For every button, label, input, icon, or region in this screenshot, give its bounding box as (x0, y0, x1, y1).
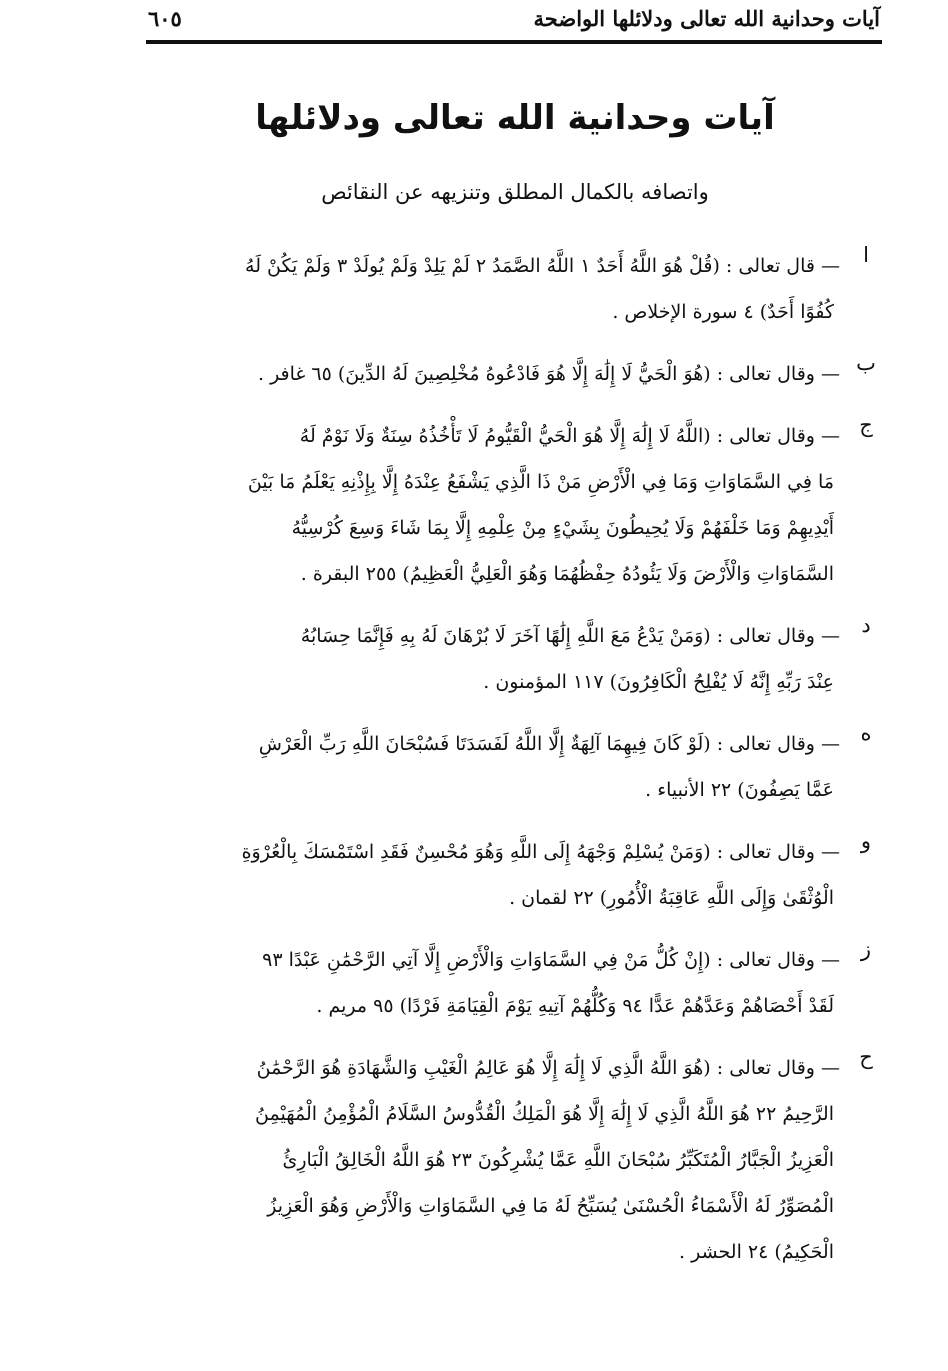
verse-item-text (136, 351, 880, 397)
verse-item-letter: د (861, 613, 871, 637)
running-title: آيات وحدانية الله تعالى ودلائلها الواضحة (533, 5, 880, 31)
verse-item (136, 1045, 880, 1275)
verse-line: عِنْدَ رَبِّهِ إِنَّهُ لَا يُفْلِحُ الْكَافِرُونَ) ١١٧ المؤمنون . (483, 671, 834, 693)
verse-item (136, 413, 880, 597)
verse-item-text (136, 829, 880, 921)
verse-item-text (136, 243, 880, 335)
running-header (148, 2, 880, 34)
verse-line: الرَّحِيمُ ٢٢ هُوَ اللَّهُ الَّذِي لَا إِلَٰهَ إِلَّا هُوَ الْمَلِكُ الْقُدُّوسُ السَّلَامُ الْمُؤْمِنُ الْمُهَيْمِنُ (255, 1103, 834, 1125)
verse-line: الْحَكِيمُ) ٢٤ الحشر . (679, 1241, 834, 1263)
page-subtitle: واتصافه بالكمال المطلق وتنزيهه عن النقائص (321, 180, 709, 204)
verse-line: عَمَّا يَصِفُونَ) ٢٢ الأنبياء . (645, 779, 834, 801)
verse-line: — وقال تعالى : (لَوْ كَانَ فِيهِمَا آلِهَةٌ إِلَّا اللَّهُ لَفَسَدَتَا فَسُبْحَانَ اللَّهِ رَبِّ الْعَرْشِ (258, 733, 840, 755)
verse-line: لَقَدْ أَحْصَاهُمْ وَعَدَّهُمْ عَدًّا ٩٤ وَكُلُّهُمْ آتِيهِ يَوْمَ الْقِيَامَةِ فَرْدًا) ٩٥ مريم . (316, 995, 834, 1017)
verse-line: السَّمَاوَاتِ وَالْأَرْضَ وَلَا يَئُودُهُ حِفْظُهُمَا وَهُوَ الْعَلِيُّ الْعَظِيمُ) ٢٥٥ البقرة . (300, 563, 834, 585)
verse-item-letter: ب (856, 351, 876, 375)
verse-item (136, 243, 880, 335)
verse-item (136, 829, 880, 921)
verse-line: الْوُثْقَىٰ وَإِلَى اللَّهِ عَاقِبَةُ الْأُمُورِ) ٢٢ لقمان . (509, 887, 834, 909)
verse-line: أَيْدِيهِمْ وَمَا خَلْفَهُمْ وَلَا يُحِيطُونَ بِشَيْءٍ مِنْ عِلْمِهِ إِلَّا بِمَا شَاءَ وَسِعَ كُرْسِيُّهُ (291, 517, 834, 539)
verse-item-letter: ه (860, 721, 872, 745)
page-title: آيات وحدانية الله تعالى ودلائلها (255, 98, 775, 138)
verse-item-letter: ج (859, 413, 873, 437)
verse-item (136, 351, 880, 397)
page-number: ٦٠٥ (148, 5, 182, 31)
verse-line: — وقال تعالى : (وَمَنْ يُسْلِمْ وَجْهَهُ إِلَى اللَّهِ وَهُوَ مُحْسِنٌ فَقَدِ اسْتَمْسَكَ بِالْعُرْوَةِ (241, 841, 840, 863)
verse-line: كُفُوًا أَحَدٌ) ٤ سورة الإخلاص . (612, 301, 834, 323)
header-rule (146, 40, 882, 44)
verse-item-letter: ح (859, 1045, 873, 1069)
verse-item (136, 721, 880, 813)
verse-item-letter: و (860, 829, 872, 853)
verse-item-text (136, 613, 880, 705)
verse-item-text (136, 413, 880, 597)
verse-line: — قال تعالى : (قُلْ هُوَ اللَّهُ أَحَدٌ ١ اللَّهُ الصَّمَدُ ٢ لَمْ يَلِدْ وَلَمْ يُولَدْ ٣ وَلَمْ يَكُنْ لَهُ (245, 255, 840, 277)
verse-line: — وقال تعالى : (هُوَ الْحَيُّ لَا إِلَٰهَ إِلَّا هُوَ فَادْعُوهُ مُخْلِصِينَ لَهُ الدِّينَ) ٦٥ غافر . (257, 363, 840, 385)
verse-line: الْعَزِيزُ الْجَبَّارُ الْمُتَكَبِّرُ سُبْحَانَ اللَّهِ عَمَّا يُشْرِكُونَ ٢٣ هُوَ اللَّهُ الْخَالِقُ الْبَارِئُ (282, 1149, 834, 1171)
verse-item-letter: ا (863, 243, 869, 267)
verse-line: مَا فِي السَّمَاوَاتِ وَمَا فِي الْأَرْضِ مَنْ ذَا الَّذِي يَشْفَعُ عِنْدَهُ إِلَّا بِإِذْنِهِ يَعْلَمُ مَا بَيْنَ (247, 471, 834, 493)
verse-line: — وقال تعالى : (اللَّهُ لَا إِلَٰهَ إِلَّا هُوَ الْحَيُّ الْقَيُّومُ لَا تَأْخُذُهُ سِنَةٌ وَلَا نَوْمٌ لَهُ (299, 425, 840, 447)
verse-line: الْمُصَوِّرُ لَهُ الْأَسْمَاءُ الْحُسْنَىٰ يُسَبِّحُ لَهُ مَا فِي السَّمَاوَاتِ وَالْأَرْضِ وَهُوَ الْعَزِيزُ (267, 1195, 834, 1217)
verse-item (136, 937, 880, 1029)
verse-line: — وقال تعالى : (إِنْ كُلُّ مَنْ فِي السَّمَاوَاتِ وَالْأَرْضِ إِلَّا آتِي الرَّحْمَٰنِ عَبْدًا ٩٣ (262, 949, 840, 971)
verse-line: — وقال تعالى : (هُوَ اللَّهُ الَّذِي لَا إِلَٰهَ إِلَّا هُوَ عَالِمُ الْغَيْبِ وَالشَّهَادَةِ هُوَ الرَّحْمَٰنُ (256, 1057, 840, 1079)
verse-line: — وقال تعالى : (وَمَنْ يَدْعُ مَعَ اللَّهِ إِلَٰهًا آخَرَ لَا بُرْهَانَ لَهُ بِهِ فَإِنَّمَا حِسَابُهُ (300, 625, 840, 647)
verse-item-text (136, 721, 880, 813)
verse-item-letter: ز (860, 937, 872, 961)
verse-list (136, 243, 880, 1291)
verse-item-text (136, 1045, 880, 1275)
verse-item-text (136, 937, 880, 1029)
verse-item (136, 613, 880, 705)
